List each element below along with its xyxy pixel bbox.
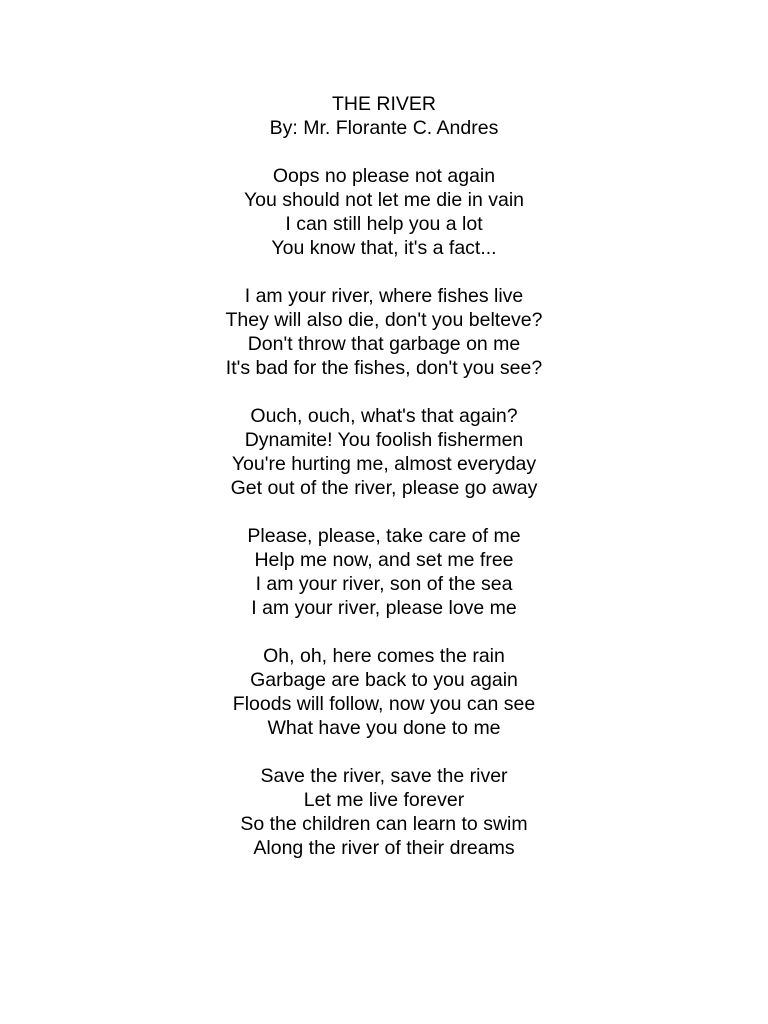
- poem-line: What have you done to me: [267, 717, 501, 739]
- poem-line: They will also die, don't you belteve?: [225, 309, 543, 331]
- poem-line: You're hurting me, almost everyday: [231, 453, 537, 475]
- poem-line: I am your river, where fishes live: [244, 285, 524, 307]
- poem-line: So the children can learn to swim: [240, 813, 528, 835]
- poem-line: Floods will follow, now you can see: [232, 693, 536, 715]
- stanza-divider: [0, 500, 768, 524]
- poem-page: [0, 92, 768, 860]
- poem-line: I am your river, son of the sea: [255, 573, 513, 595]
- stanza-6: [0, 764, 768, 860]
- stanza-3: [0, 404, 768, 500]
- stanza-divider: [0, 140, 768, 164]
- poem-line: Don't throw that garbage on me: [247, 333, 521, 355]
- poem-line: Save the river, save the river: [260, 765, 508, 787]
- poem-title: THE RIVER: [331, 93, 436, 115]
- poem-line: Along the river of their dreams: [253, 837, 515, 859]
- stanza-2: [0, 284, 768, 380]
- stanza-1: [0, 164, 768, 260]
- poem-line: Please, please, take care of me: [247, 525, 521, 547]
- stanza-divider: [0, 380, 768, 404]
- stanza-4: [0, 524, 768, 620]
- stanza-5: [0, 644, 768, 740]
- poem-line: Oops no please not again: [272, 165, 496, 187]
- poem-line: Dynamite! You foolish fishermen: [244, 429, 524, 451]
- poem-line: Ouch, ouch, what's that again?: [250, 405, 518, 427]
- stanza-divider: [0, 260, 768, 284]
- poem-line: Oh, oh, here comes the rain: [263, 645, 505, 667]
- poem-line: I can still help you a lot: [285, 213, 483, 235]
- poem-line: You know that, it's a fact...: [271, 237, 497, 259]
- poem-line: Garbage are back to you again: [250, 669, 518, 691]
- poem-line: I am your river, please love me: [251, 597, 517, 619]
- poem-line: Help me now, and set me free: [254, 549, 514, 571]
- stanza-divider: [0, 740, 768, 764]
- poem-author: By: Mr. Florante C. Andres: [269, 117, 499, 139]
- poem-line: Let me live forever: [303, 789, 465, 811]
- poem-line: It's bad for the fishes, don't you see?: [225, 357, 543, 379]
- poem-line: Get out of the river, please go away: [230, 477, 538, 499]
- stanza-divider: [0, 620, 768, 644]
- poem-line: You should not let me die in vain: [243, 189, 525, 211]
